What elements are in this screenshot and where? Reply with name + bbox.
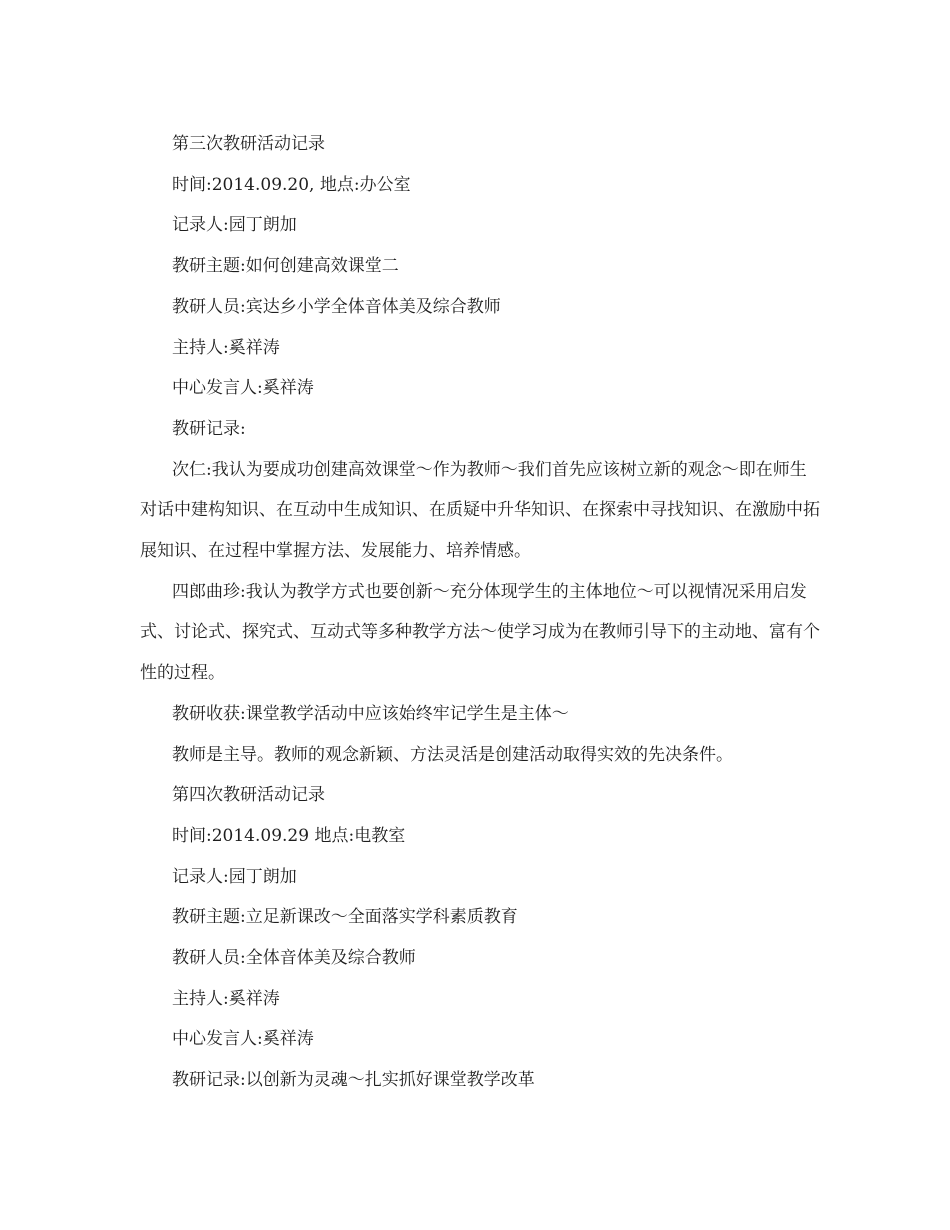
recorder-3: 记录人:园丁朗加 xyxy=(172,215,297,236)
statement-silangquzhen: 四郎曲珍:我认为教学方式也要创新～充分体现学生的主体地位～可以视情况采用启发式、讨论式、探究式、互动式等多种教学方法～使学习成为在教师引导下的主动地、富有个性的过程。 xyxy=(140,581,820,684)
section-title-4: 第四次教研活动记录 xyxy=(172,785,325,806)
speaker-3: 中心发言人:奚祥涛 xyxy=(172,378,314,399)
time-location-3: 时间:2014.09.20, 地点:办公室 xyxy=(172,174,411,195)
record-4: 教研记录:以创新为灵魂～扎实抓好课堂教学改革 xyxy=(172,1070,535,1091)
document-body xyxy=(140,124,820,1101)
host-4: 主持人:奚祥涛 xyxy=(172,988,280,1009)
time-location-4: 时间:2014.09.29 地点:电教室 xyxy=(172,825,406,846)
speaker-4: 中心发言人:奚祥涛 xyxy=(172,1029,314,1050)
record-label-3: 教研记录: xyxy=(172,418,246,439)
topic-4: 教研主题:立足新课改～全面落实学科素质教育 xyxy=(172,907,518,928)
gains-3-continued: 教师是主导。教师的观念新颖、方法灵活是创建活动取得实效的先决条件。 xyxy=(172,744,733,765)
topic-3: 教研主题:如何创建高效课堂二 xyxy=(172,256,399,277)
participants-4: 教研人员:全体音体美及综合教师 xyxy=(172,948,416,969)
host-3: 主持人:奚祥涛 xyxy=(172,337,280,358)
section-title-3: 第三次教研活动记录 xyxy=(172,134,325,154)
participants-3: 教研人员:宾达乡小学全体音体美及综合教师 xyxy=(172,296,501,317)
recorder-4: 记录人:园丁朗加 xyxy=(172,866,297,887)
statement-ciren: 次仁:我认为要成功创建高效课堂～作为教师～我们首先应该树立新的观念～即在师生对话中建构知识、在互动中生成知识、在质疑中升华知识、在探索中寻找知识、在激励中拓展知识、在过程中掌握方法、发展能力、培养情感。 xyxy=(140,459,820,562)
gains-3: 教研收获:课堂教学活动中应该始终牢记学生是主体～ xyxy=(172,703,569,724)
